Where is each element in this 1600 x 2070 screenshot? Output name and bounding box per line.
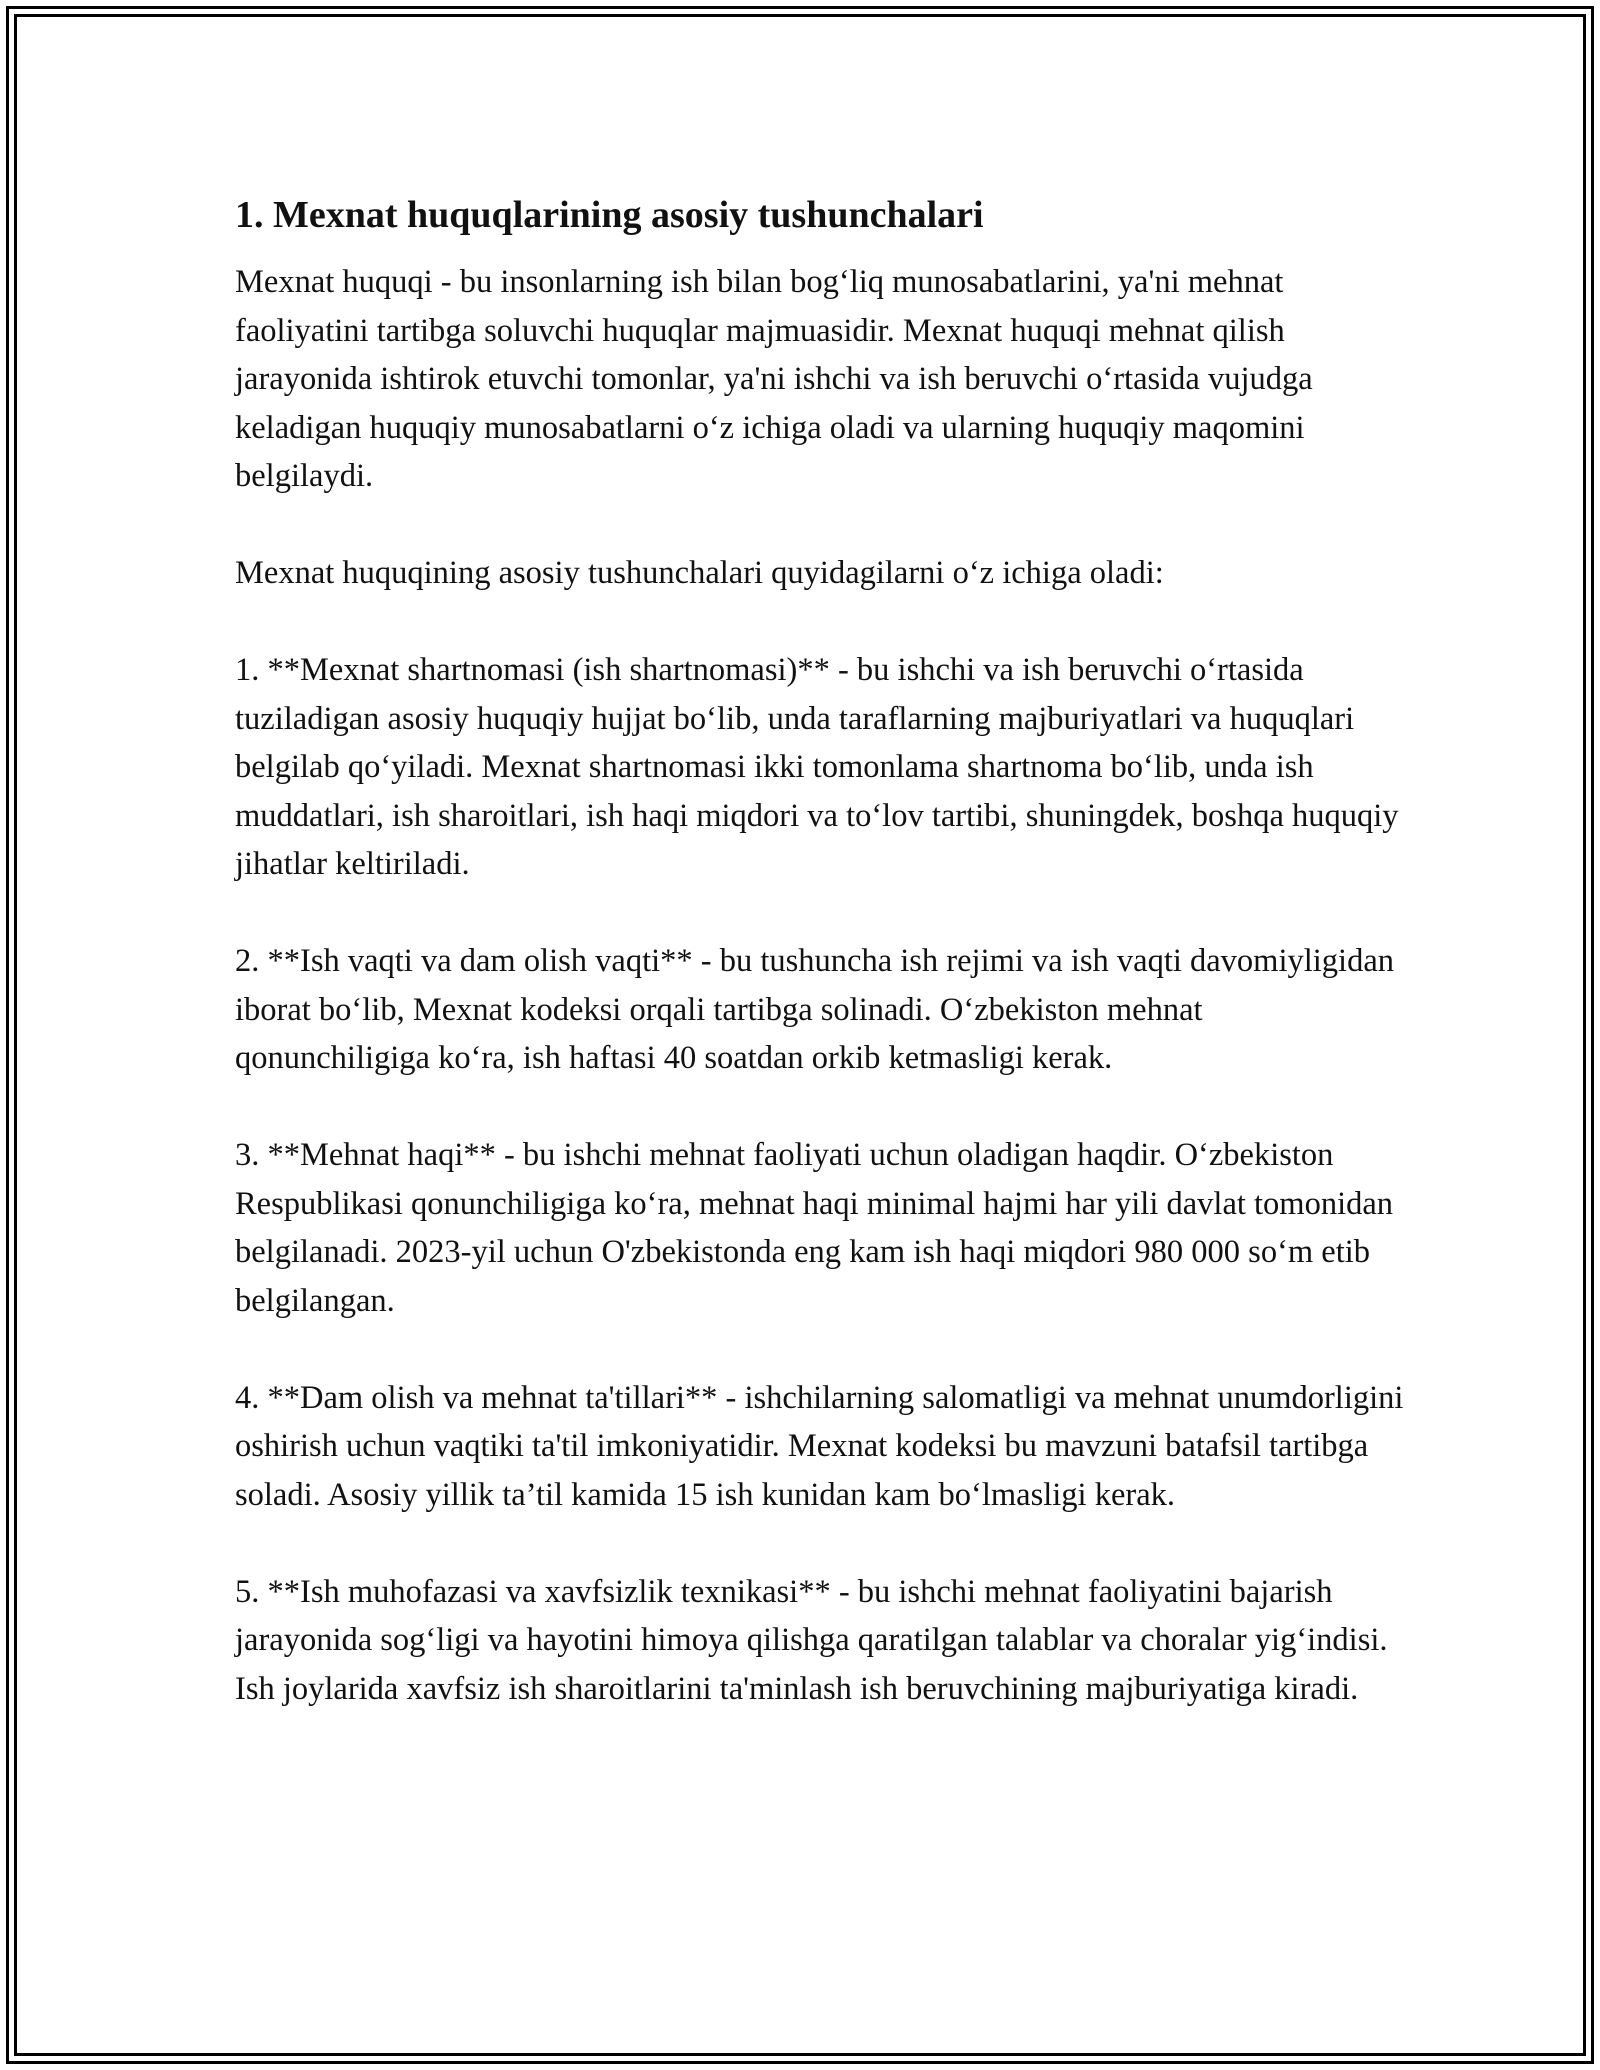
paragraph-item-5: 5. **Ish muhofazasi va xavfsizlik texnikasi** - bu ishchi mehnat faoliyatini bajarish jarayonida sog‘ligi va hayotini himoya qilishga qaratilgan talablar va choralar yig‘indisi. Ish joylarida xavfsiz ish sharoitlarini ta'minlash ish beruvchining majburiyatiga kiradi. xyxy=(235,1573,1388,1707)
paragraph-item-2: 2. **Ish vaqti va dam olish vaqti** - bu tushuncha ish rejimi va ish vaqti davomiyligidan iborat bo‘lib, Mexnat kodeksi orqali tartibga solinadi. O‘zbekiston mehnat qonunchiligiga ko‘ra, ish haftasi 40 soatdan orkib ketmasligi kerak. xyxy=(235,943,1395,1076)
paragraph-item-1: 1. **Mexnat shartnomasi (ish shartnomasi)** - bu ishchi va ish beruvchi o‘rtasida tuziladigan asosiy huquqiy hujjat bo‘lib, unda taraflarning majburiyatlari va huquqlari belgilab qo‘yiladi. Mexnat shartnomasi ikki tomonlama shartnoma bo‘lib, unda ish muddatlari, ish sharoitlari, ish haqi miqdori va to‘lov tartibi, shuningdek, boshqa huquqiy jihatlar keltiriladi. xyxy=(235,652,1399,882)
document-body xyxy=(235,188,1405,1713)
paragraph-item-4: 4. **Dam olish va mehnat ta'tillari** - ishchilarning salomatligi va mehnat unumdorligini oshirish uchun vaqtiki ta'til imkoniyatidir. Mexnat kodeksi bu mavzuni batafsil tartibga soladi. Asosiy yillik ta’til kamida 15 ish kunidan kam bo‘lmasligi kerak. xyxy=(235,1379,1404,1513)
document-title: 1. Mexnat huquqlarining asosiy tushunchalari xyxy=(235,194,984,236)
paragraph-intro: Mexnat huquqi - bu insonlarning ish bilan bog‘liq munosabatlarini, ya'ni mehnat faoliyatini tartibga soluvchi huquqlar majmuasidir. Mexnat huquqi mehnat qilish jarayonida ishtirok etuvchi tomonlar, ya'ni ishchi va ish beruvchi o‘rtasida vujudga keladigan huquqiy munosabatlarni o‘z ichiga oladi va ularning huquqiy maqomini belgilaydi. xyxy=(235,264,1313,494)
paragraph-list-intro: Mexnat huquqining asosiy tushunchalari quyidagilarni o‘z ichiga oladi: xyxy=(235,555,1164,591)
paragraph-item-3: 3. **Mehnat haqi** - bu ishchi mehnat faoliyati uchun oladigan haqdir. O‘zbekiston Respublikasi qonunchiligiga ko‘ra, mehnat haqi minimal hajmi har yili davlat tomonidan belgilanadi. 2023-yil uchun O'zbekistonda eng kam ish haqi miqdori 980 000 so‘m etib belgilangan. xyxy=(235,1137,1394,1319)
